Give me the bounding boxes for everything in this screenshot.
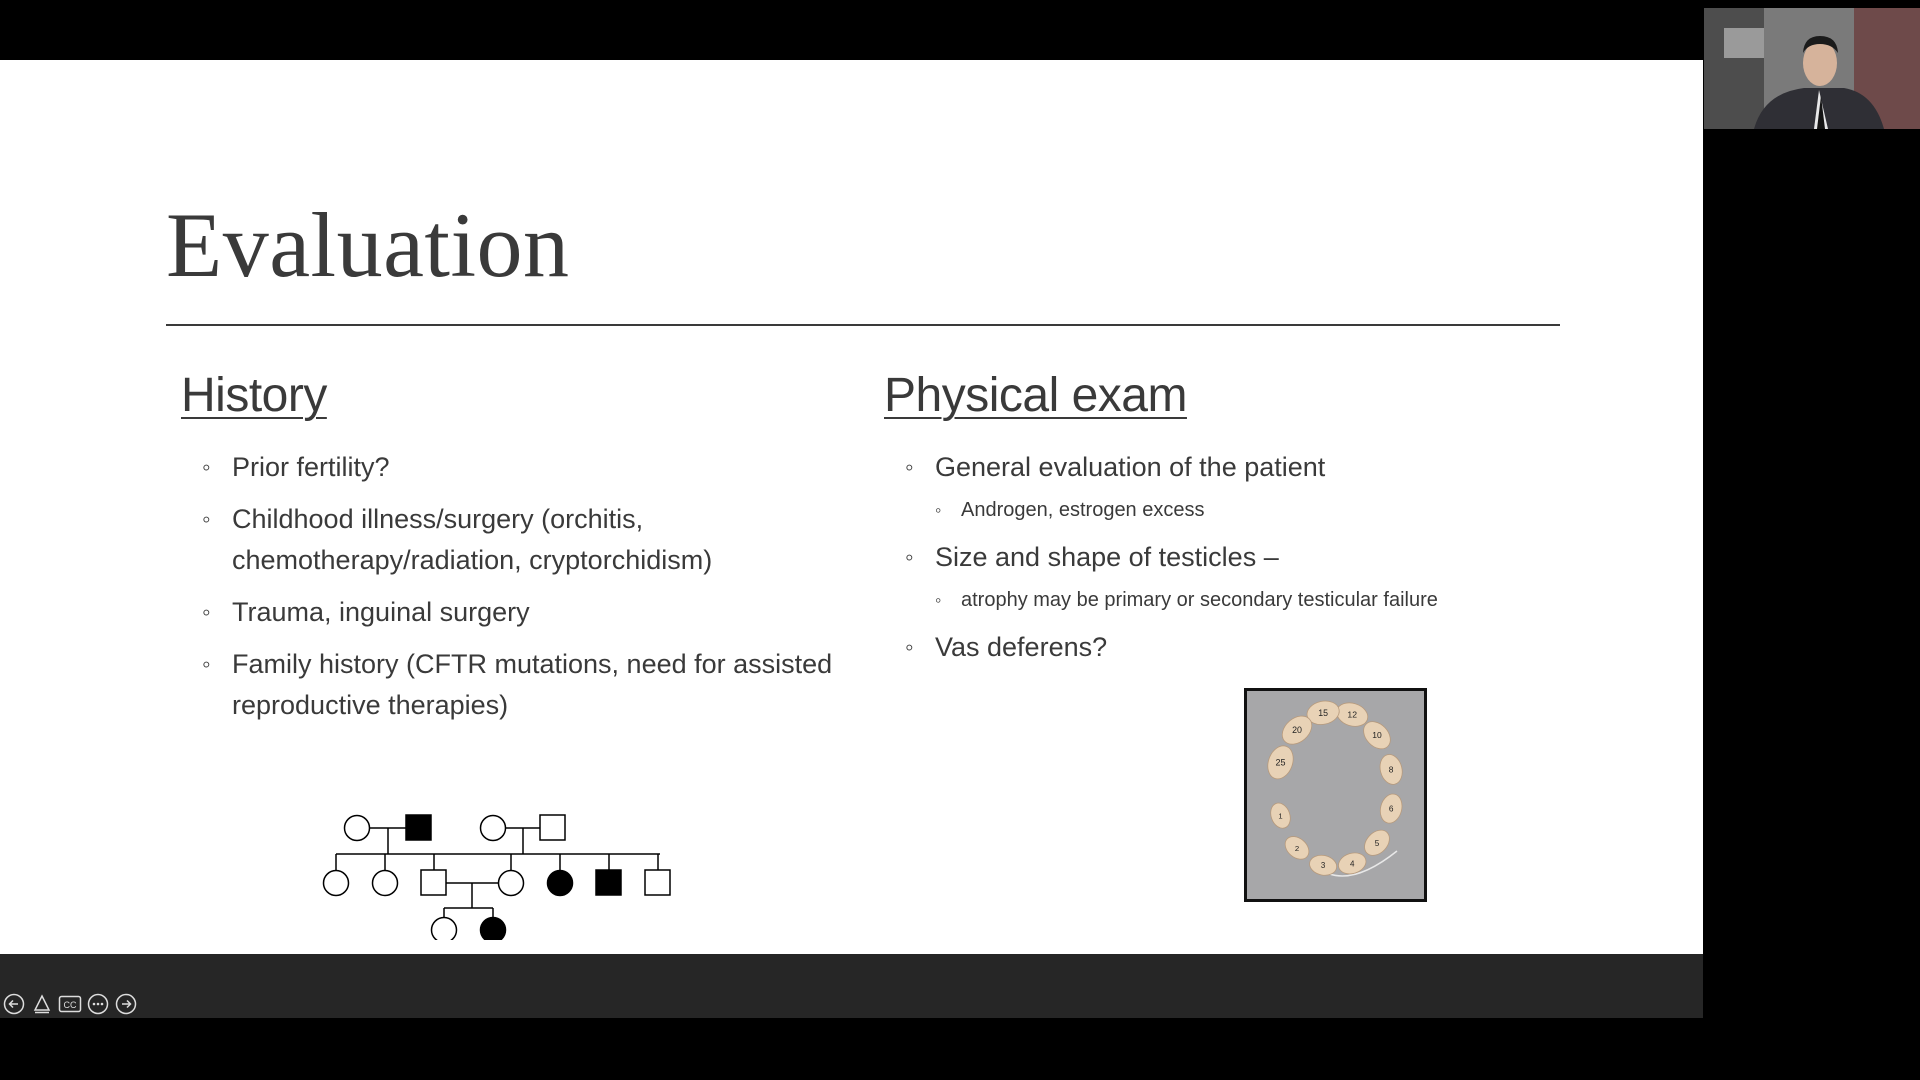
- orchidometer-bead-label: 2: [1294, 843, 1300, 853]
- pedigree-female: [345, 816, 370, 841]
- history-column: [181, 368, 841, 737]
- orchidometer-photo: [1244, 688, 1427, 902]
- more-icon: [87, 993, 109, 1015]
- physical-exam-list: [884, 447, 1584, 668]
- closed-captions-icon: [58, 993, 82, 1015]
- orchidometer-bead-label: 20: [1292, 725, 1302, 736]
- title-divider: [166, 324, 1560, 326]
- pedigree-male: [421, 870, 446, 895]
- presenter-webcam: [1704, 8, 1920, 129]
- presentation-control-bar: [0, 954, 1703, 1018]
- orchidometer-bead-label: 6: [1388, 804, 1394, 814]
- slide-title: Evaluation: [166, 194, 570, 296]
- list-item: ◦ Childhood illness/surgery (orchitis, chemotherapy/radiation, cryptorchidism): [181, 499, 841, 581]
- list-item: ◦ Prior fertility?: [181, 447, 841, 488]
- orchidometer-bead-label: 10: [1372, 730, 1382, 741]
- arrow-right-icon: [115, 993, 137, 1015]
- orchidometer-bead-label: 5: [1374, 838, 1380, 848]
- pedigree-male: [540, 815, 565, 840]
- pedigree-female: [481, 816, 506, 841]
- pen-tool-button[interactable]: [30, 992, 54, 1016]
- list-item: ◦ Size and shape of testicles –: [884, 537, 1584, 578]
- pedigree-male: [645, 870, 670, 895]
- orchidometer-bead-label: 15: [1318, 707, 1328, 718]
- previous-slide-button[interactable]: [2, 992, 26, 1016]
- sub-list-item: ◦ atrophy may be primary or secondary testicular failure: [884, 585, 1584, 615]
- orchidometer-bead-label: 1: [1278, 811, 1283, 821]
- captions-button[interactable]: [58, 992, 82, 1016]
- pedigree-diagram: [310, 750, 690, 940]
- pedigree-female-affected: [548, 871, 573, 896]
- pedigree-female: [324, 871, 349, 896]
- history-heading: History: [181, 369, 327, 422]
- slide-controls: [2, 992, 138, 1016]
- orchidometer-bead-label: 3: [1320, 861, 1326, 871]
- orchidometer-bead-label: 25: [1275, 757, 1286, 768]
- pedigree-male-affected: [406, 815, 431, 840]
- pen-icon: [31, 993, 53, 1015]
- sub-list-item: ◦ Androgen, estrogen excess: [884, 495, 1584, 525]
- pedigree-female: [499, 871, 524, 896]
- arrow-left-icon: [3, 993, 25, 1015]
- presentation-slide: [0, 60, 1703, 954]
- next-slide-button[interactable]: [114, 992, 138, 1016]
- physical-exam-column: [884, 368, 1584, 679]
- orchidometer-beads: [1247, 691, 1424, 899]
- list-item: ◦ General evaluation of the patient: [884, 447, 1584, 488]
- list-item: ◦ Trauma, inguinal surgery: [181, 592, 841, 633]
- captions-label: CC: [63, 1000, 77, 1010]
- list-item: ◦ Family history (CFTR mutations, need for assisted reproductive therapies): [181, 644, 841, 726]
- physical-exam-heading: Physical exam: [884, 369, 1187, 422]
- orchidometer-bead-label: 8: [1388, 764, 1394, 775]
- list-item: ◦ Vas deferens?: [884, 627, 1584, 668]
- presenter-video-frame: [1704, 8, 1920, 129]
- more-options-button[interactable]: [86, 992, 110, 1016]
- history-list: [181, 447, 841, 726]
- pedigree-female: [432, 918, 457, 941]
- orchidometer-bead-label: 4: [1349, 859, 1355, 869]
- pedigree-female: [373, 871, 398, 896]
- pedigree-female-affected: [481, 918, 506, 941]
- orchidometer-bead-label: 12: [1347, 709, 1358, 720]
- pedigree-generation-3: [432, 918, 506, 941]
- pedigree-male-affected: [596, 870, 621, 895]
